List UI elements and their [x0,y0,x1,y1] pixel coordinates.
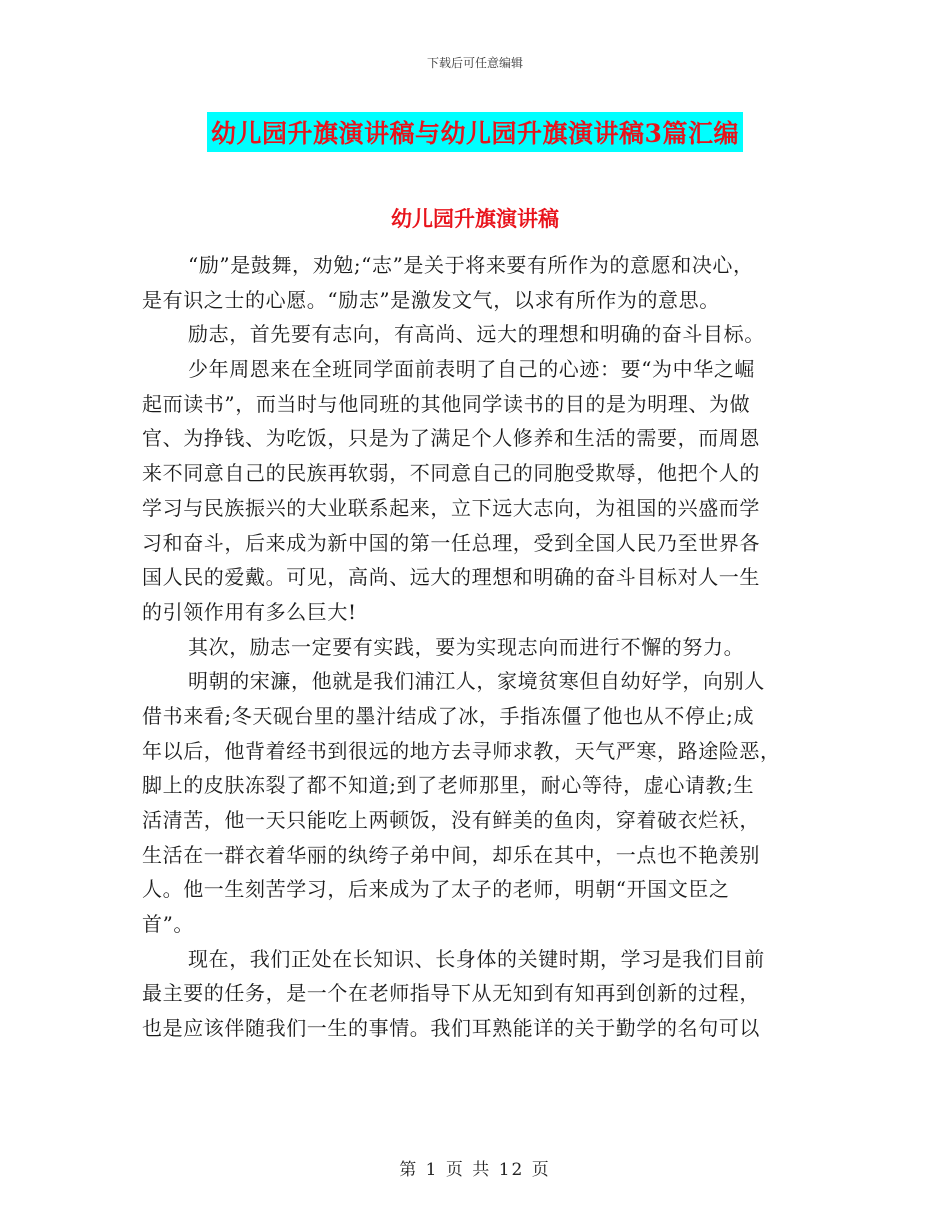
paragraph-line: 借书来看;冬天砚台里的墨汁结成了冰，手指冻僵了他也从不停止;成 [142,703,755,728]
paragraph-line: 也是应该伴随我们一生的事情。我们耳熟能详的关于勤学的名句可以 [142,1016,760,1041]
section-title: 幼儿园升旗演讲稿 [391,206,559,231]
body-text [142,248,802,1046]
paragraph-line: 励志，首先要有志向，有高尚、远大的理想和明确的奋斗目标。 [188,322,765,347]
paragraph-line: 学习与民族振兴的大业联系起来，立下远大志向，为祖国的兴盛而学 [142,495,760,520]
paragraph-line: 官、为挣钱、为吃饭，只是为了满足个人修养和生活的需要，而周恩 [142,426,760,451]
paragraph-line: 人。他一生刻苦学习，后来成为了太子的老师，明朝“开国文臣之 [142,877,730,902]
paragraph-line: 习和奋斗，后来成为新中国的第一任总理，受到全国人民乃至世界各 [142,530,760,555]
paragraph-line: “励”是鼓舞，劝勉;“志”是关于将来要有所作为的意愿和决心， [188,253,754,277]
paragraph-line: 生活在一群衣着华丽的纨绔子弟中间，却乐在其中，一点也不艳羡别 [142,842,760,867]
document-title: 幼儿园升旗演讲稿与幼儿园升旗演讲稿3篇汇编 [207,112,743,152]
paragraph-line: 来不同意自己的民族再软弱，不同意自己的同胞受欺辱，他把个人的 [142,461,760,486]
header-note: 下载后可任意编辑 [426,56,523,70]
paragraph-line: 国人民的爱戴。可见，高尚、远大的理想和明确的奋斗目标对人一生 [142,565,760,590]
paragraph-line: 年以后，他背着经书到很远的地方去寻师求教，天气严寒，路途险恶， [142,738,781,763]
paragraph-line: 是有识之士的心愿。“励志”是激发文气，以求有所作为的意思。 [142,287,720,312]
paragraph-line: 起而读书”，而当时与他同班的其他同学读书的目的是为明理、为做 [142,391,751,416]
paragraph-line: 首”。 [142,912,195,937]
paragraph-line: 现在，我们正处在长知识、长身体的关键时期，学习是我们目前 [188,946,765,971]
paragraph-line: 活清苦，他一天只能吃上两顿饭，没有鲜美的鱼肉，穿着破衣烂袄， [142,808,760,832]
paragraph-line: 其次，励志一定要有实践，要为实现志向而进行不懈的努力。 [188,634,745,659]
paragraph-line: 的引领作用有多么巨大! [142,599,357,624]
paragraph-line: 最主要的任务，是一个在老师指导下从无知到有知再到创新的过程， [142,981,760,1006]
paragraph-line: 明朝的宋濂，他就是我们浦江人，家境贫寒但自幼好学，向别人 [188,669,765,694]
page-number-footer: 第 1 页 共 12 页 [399,1160,551,1180]
paragraph-line: 少年周恩来在全班同学面前表明了自己的心迹：要“为中华之崛 [188,357,756,382]
document-title-container [0,112,950,152]
paragraph-line: 脚上的皮肤冻裂了都不知道;到了老师那里，耐心等待，虚心请教;生 [142,773,755,798]
